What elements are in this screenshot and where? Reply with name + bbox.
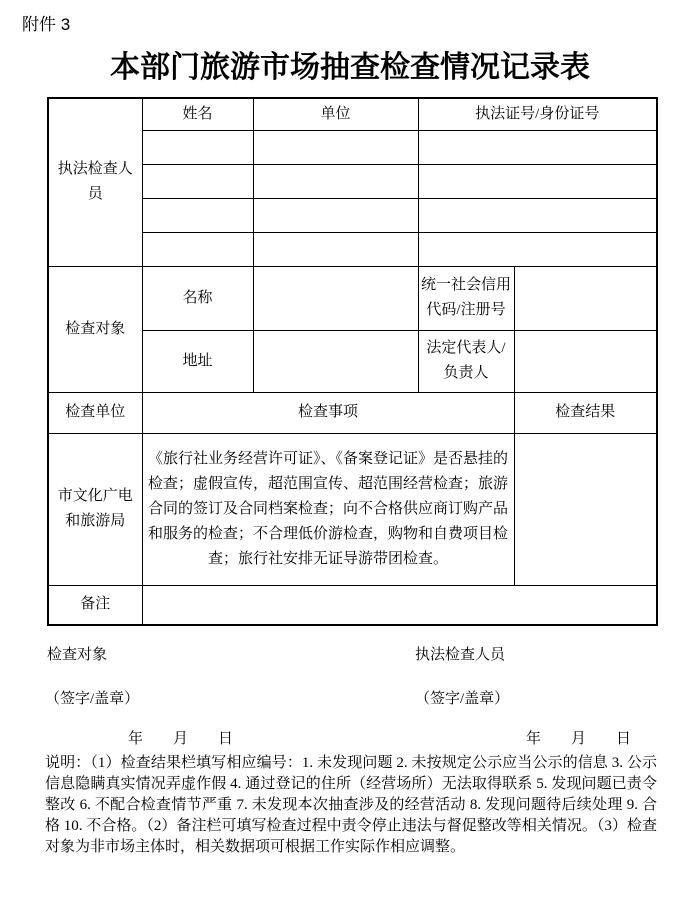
header-unit: 单位 bbox=[253, 98, 418, 130]
legal-rep-label: 法定代表人/负责人 bbox=[418, 330, 514, 392]
inspector-name-cell[interactable] bbox=[142, 130, 253, 164]
attachment-label: 附件 3 bbox=[22, 15, 71, 34]
target-name-cell[interactable] bbox=[253, 266, 418, 330]
inspectors-header-row bbox=[48, 98, 657, 130]
bureau-label: 市文化广电和旅游局 bbox=[48, 433, 142, 585]
target-address-label: 地址 bbox=[142, 330, 253, 392]
result-header-label: 检查结果 bbox=[514, 392, 657, 433]
inspector-cert-cell[interactable] bbox=[418, 232, 657, 266]
target-name-row bbox=[48, 266, 657, 330]
bureau-row bbox=[48, 433, 657, 585]
instructions-note: 说明：（1）检查结果栏填写相应编号：1. 未发现问题 2. 未按规定公示应当公示的信息 3. 公示信息隐瞒真实情况弄虚作假 4. 通过登记的住所（经营场所）无法取得联系 5. 发现问题已责令整改 6. 不配合检查情节严重 7. 未发现本次抽查涉及的经营活动 8. 发现问题待后续处理 9. 合格 10. 不合格。（2）备注栏可填写检查过程中责令停止违法与督促整改等相关情况。（3）检查对象为非市场主体时，相关数据项可根据工作实际作相应调整。 bbox=[45, 755, 657, 855]
inspector-cert-cell[interactable] bbox=[418, 198, 657, 232]
inspector-name-cell[interactable] bbox=[142, 232, 253, 266]
header-name: 姓名 bbox=[142, 98, 253, 130]
inspector-unit-cell[interactable] bbox=[253, 130, 418, 164]
signature-right-stamp-label: （签字/盖章） bbox=[415, 691, 510, 707]
inspector-name-cell[interactable] bbox=[142, 198, 253, 232]
inspection-items-text: 《旅行社业务经营许可证》、《备案登记证》是否悬挂的检查；虚假宣传，超范围宣传、超范围经营检查；旅游合同的签订及合同档案检查；向不合格供应商订购产品和服务的检查；不合理低价游检查，购物和自费项目检查；旅行社安排无证导游带团检查。 bbox=[142, 433, 514, 585]
unit-label: 检查单位 bbox=[48, 392, 142, 433]
remarks-label: 备注 bbox=[48, 585, 142, 625]
page-title: 本部门旅游市场抽查检查情况记录表 bbox=[110, 51, 590, 84]
signature-left-party: 检查对象 bbox=[47, 647, 108, 663]
inspection-record-table bbox=[47, 97, 658, 626]
signature-right-party: 执法检查人员 bbox=[415, 647, 506, 663]
remarks-cell[interactable] bbox=[142, 585, 657, 625]
inspector-cert-cell[interactable] bbox=[418, 164, 657, 198]
signature-right-date: 年 月 日 bbox=[526, 731, 632, 747]
inspector-unit-cell[interactable] bbox=[253, 198, 418, 232]
unit-header-row bbox=[48, 392, 657, 433]
items-header-label: 检查事项 bbox=[142, 392, 514, 433]
target-row-label: 检查对象 bbox=[48, 266, 142, 392]
credit-code-cell[interactable] bbox=[514, 266, 657, 330]
inspectors-row-label: 执法检查人员 bbox=[48, 98, 142, 266]
legal-rep-cell[interactable] bbox=[514, 330, 657, 392]
inspector-unit-cell[interactable] bbox=[253, 164, 418, 198]
inspector-unit-cell[interactable] bbox=[253, 232, 418, 266]
credit-code-label: 统一社会信用代码/注册号 bbox=[418, 266, 514, 330]
inspector-cert-cell[interactable] bbox=[418, 130, 657, 164]
target-address-cell[interactable] bbox=[253, 330, 418, 392]
target-name-label: 名称 bbox=[142, 266, 253, 330]
inspector-name-cell[interactable] bbox=[142, 164, 253, 198]
inspection-result-cell[interactable] bbox=[514, 433, 657, 585]
signature-left-stamp-label: （签字/盖章） bbox=[45, 691, 140, 707]
signature-left-date: 年 月 日 bbox=[128, 731, 234, 747]
header-cert-id: 执法证号/身份证号 bbox=[418, 98, 657, 130]
remarks-row bbox=[48, 585, 657, 625]
